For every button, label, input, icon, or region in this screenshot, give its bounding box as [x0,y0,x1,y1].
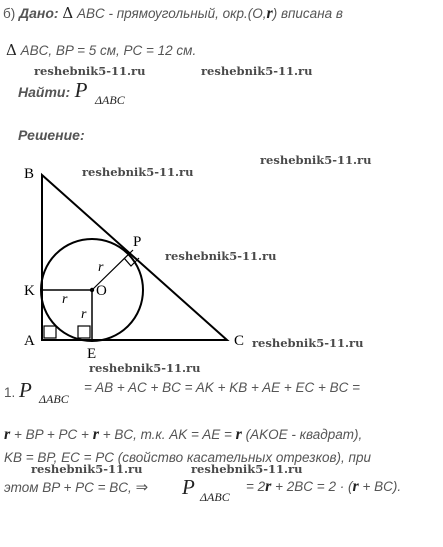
find-title: Найти: [18,84,71,100]
given-line-2 [6,41,196,59]
right-angle-a [44,326,56,338]
find-line [18,78,87,103]
watermark: reshebnik5-11.ru [252,336,364,350]
watermark: reshebnik5-11.ru [82,165,194,179]
radius-symbol: r [4,426,11,443]
perimeter-symbol: P [74,78,88,102]
label-r-oe: r [81,307,87,322]
watermark: reshebnik5-11.ru [31,462,143,476]
label-a: A [24,333,35,349]
implies-arrow: ⇒ [135,479,149,496]
equation-2a: + BP + PC + [14,427,89,442]
radius-symbol: r [92,426,99,443]
label-k: K [24,283,35,299]
label-e: E [87,346,97,360]
label-p: P [133,234,142,250]
watermark: reshebnik5-11.ru [165,249,277,263]
perimeter-symbol: P [182,475,195,499]
step-number: 1. [4,385,16,400]
radius-symbol: r [266,5,273,22]
solution-title: Решение: [18,127,85,143]
label-r-op: r [98,260,104,275]
step-line-1 [4,378,32,403]
step-line-4 [4,478,148,496]
equation-1: = AB + AC + BC = AK + KB + AE + EC + BC = [84,380,361,395]
equation-4b: = 2 [246,479,266,494]
given-text-1a: ABC - прямоугольный, окр.(O, [76,6,267,21]
given-title: Дано: [19,5,59,21]
item-label: б) [3,6,16,21]
step-line-2 [4,426,362,444]
perimeter-subscript: ΔABC [39,392,69,406]
delta-symbol-2: Δ [6,41,17,59]
perimeter-subscript: ΔABC [200,490,230,504]
point-o [90,288,94,292]
given-text-1b: ) вписана в [272,6,343,21]
equation-2c: (AKOE - квадрат), [245,427,363,442]
radius-symbol: r [352,478,359,495]
given-line-1 [3,4,343,23]
label-c: C [234,333,245,349]
radius-symbol: r [265,478,272,495]
perimeter-subscript: ΔABC [95,93,125,107]
watermark: reshebnik5-11.ru [201,64,313,78]
perimeter-symbol: P [19,378,32,402]
equation-4d: + BC). [362,479,402,494]
equation-final [246,478,401,496]
watermark: reshebnik5-11.ru [34,64,146,78]
label-b: B [24,166,35,182]
watermark: reshebnik5-11.ru [89,361,201,375]
label-r-ok: r [62,292,68,307]
label-o: O [96,283,107,299]
right-angle-e [78,326,90,338]
given-text-2: ABC, BP = 5 см, PC = 12 см. [20,43,197,58]
watermark: reshebnik5-11.ru [260,153,372,167]
radius-symbol: r [235,426,242,443]
delta-symbol: Δ [62,4,74,22]
watermark: reshebnik5-11.ru [191,462,303,476]
step-line-3: KB = BP, EC = PC (свойство касательных отрезков), при [4,450,371,465]
equation-2b: + BC, т.к. AK = AE = [102,427,232,442]
equation-4a: этом BP + PC = BC, [4,480,132,495]
equation-4c: + 2BC = 2 · ( [275,479,353,494]
